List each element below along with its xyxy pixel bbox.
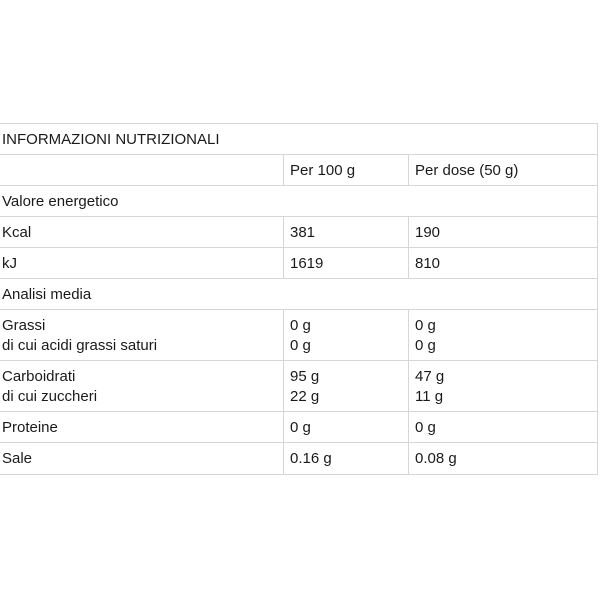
proteine-per-dose: 0 g (408, 412, 597, 442)
row-label-grassi (0, 310, 283, 360)
table-row-proteine (0, 412, 597, 443)
carboidrati-per-dose-value: 47 g (415, 368, 445, 385)
zuccheri-per100-value: 22 g (290, 388, 320, 405)
sale-per100: 0.16 g (283, 443, 408, 474)
table-row-sale (0, 443, 597, 474)
sale-per-dose: 0.08 g (408, 443, 597, 474)
table-header-row (0, 155, 597, 186)
row-label-proteine: Proteine (2, 419, 58, 436)
row-label-carboidrati (0, 361, 283, 411)
grassi-label: Grassi (2, 317, 46, 334)
table-row-grassi (0, 310, 597, 361)
zuccheri-label: di cui zuccheri (2, 388, 98, 405)
section-label-analysis: Analisi media (2, 286, 92, 303)
section-row-energy (0, 186, 597, 217)
carboidrati-per100-value: 95 g (290, 368, 320, 385)
header-per100: Per 100 g (283, 155, 408, 185)
kj-per-dose: 810 (408, 248, 597, 278)
grassi-saturi-per100-value: 0 g (290, 337, 311, 354)
row-label-sale: Sale (2, 450, 33, 467)
header-per-dose: Per dose (50 g) (408, 155, 597, 185)
carboidrati-per100 (283, 361, 408, 411)
kcal-per-dose: 190 (408, 217, 597, 247)
section-label-energy: Valore energetico (2, 193, 119, 210)
proteine-per100: 0 g (283, 412, 408, 442)
grassi-saturi-per-dose-value: 0 g (415, 337, 436, 354)
table-row-kcal (0, 217, 597, 248)
zuccheri-per-dose-value: 11 g (415, 388, 444, 405)
row-label-kcal: Kcal (2, 224, 32, 241)
row-label-kj: kJ (2, 255, 17, 272)
grassi-saturi-label: di cui acidi grassi saturi (2, 337, 158, 354)
header-empty-cell (0, 155, 283, 185)
kj-per100: 1619 (283, 248, 408, 278)
section-row-analysis (0, 279, 597, 310)
carboidrati-per-dose (408, 361, 597, 411)
grassi-per100 (283, 310, 408, 360)
table-row-carboidrati (0, 361, 597, 412)
nutrition-table (0, 123, 598, 475)
table-title-row (0, 124, 597, 155)
table-title: INFORMAZIONI NUTRIZIONALI (2, 131, 220, 148)
grassi-per-dose (408, 310, 597, 360)
grassi-per-dose-value: 0 g (415, 317, 436, 334)
kcal-per100: 381 (283, 217, 408, 247)
grassi-per100-value: 0 g (290, 317, 311, 334)
carboidrati-label: Carboidrati (2, 368, 76, 385)
table-row-kj (0, 248, 597, 279)
